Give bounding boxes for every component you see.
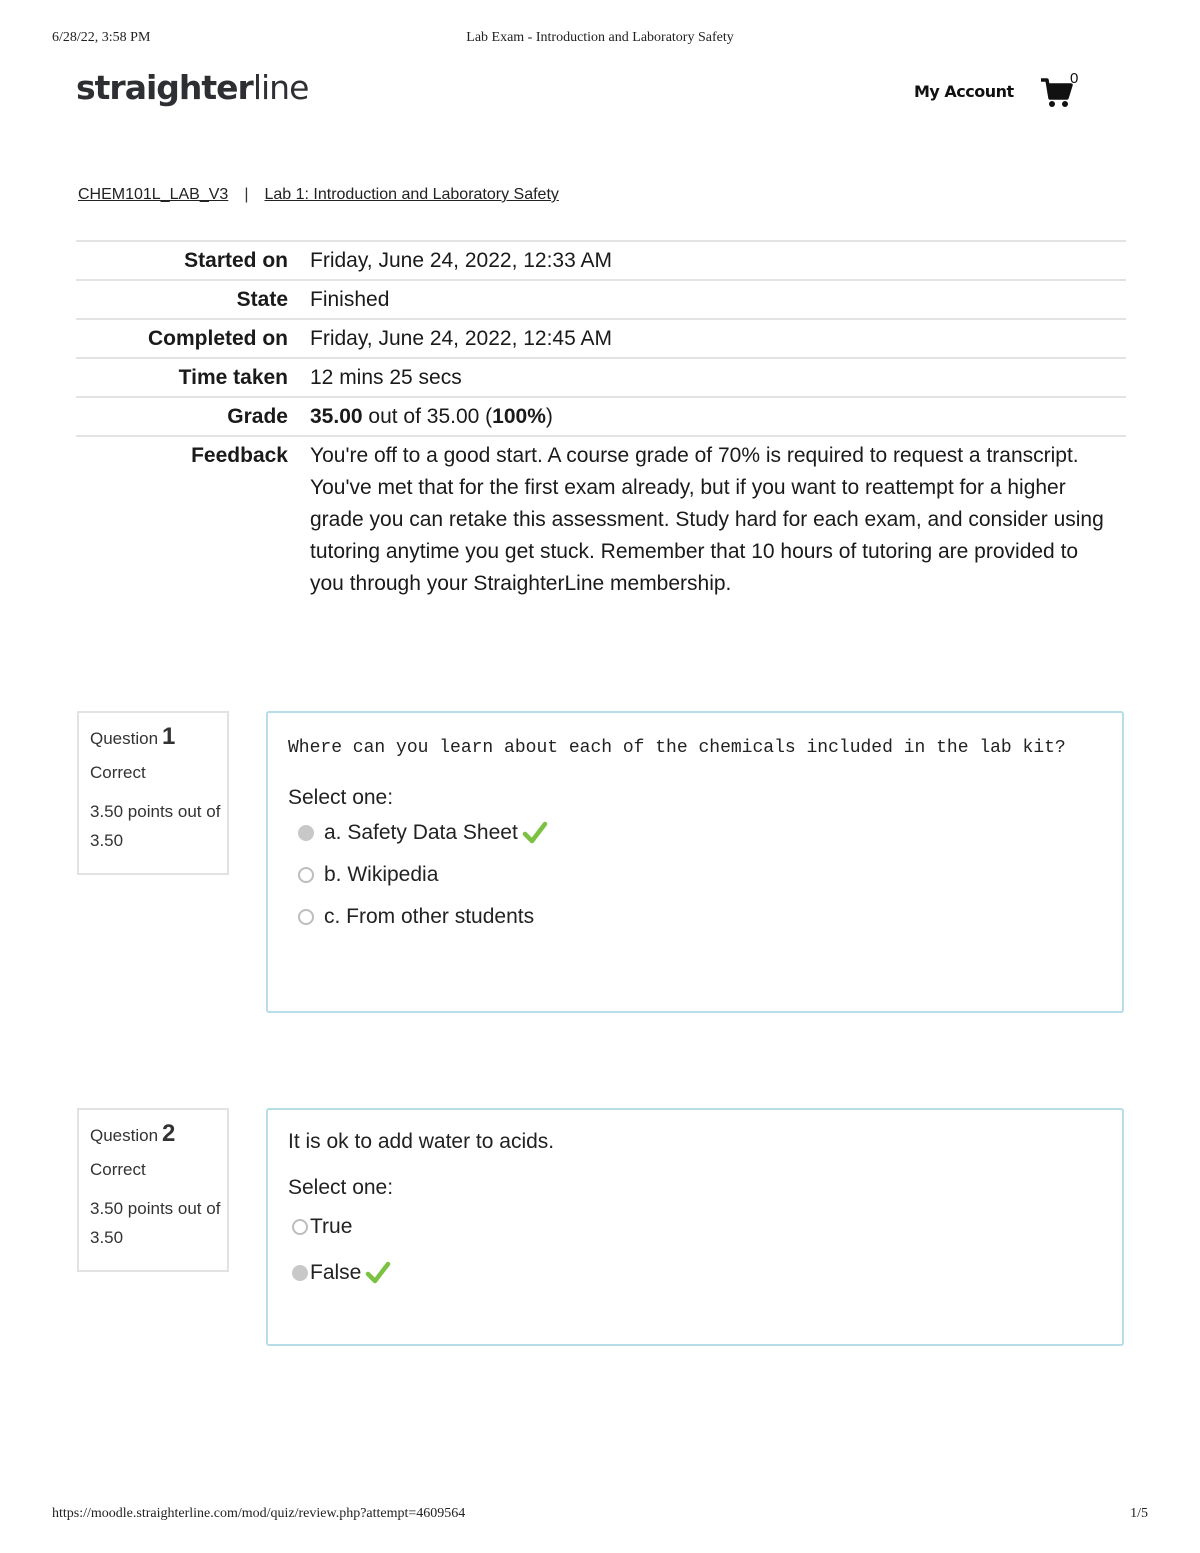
option-label: False <box>310 1261 362 1284</box>
question-2-info <box>77 1108 229 1272</box>
question-2-select-label: Select one: <box>288 1176 394 1199</box>
option-a[interactable] <box>298 812 1102 854</box>
radio-icon[interactable] <box>298 909 314 925</box>
feedback-text: You're off to a good start. A course grade of 70% is required to request a transcript. You've met that for the first exam already, but if you want to reattempt for a higher grade you can retake this assessment. Study hard for each exam, and consider using tutoring anytime you get stuck. Remember that 10 hours of tutoring are provided to you through your StraighterLine membership. <box>310 436 1126 603</box>
question-2-number <box>90 1120 227 1148</box>
breadcrumb-lab-link[interactable]: Lab 1: Introduction and Laboratory Safety <box>264 186 559 203</box>
cart-icon[interactable] <box>1040 76 1074 110</box>
grade-rest: out of 35.00 ( <box>362 405 493 428</box>
question-label: Question <box>90 1126 159 1145</box>
option-label: c. From other students <box>324 905 535 928</box>
summary-label: Started on <box>76 241 310 280</box>
grade-score: 35.00 <box>310 405 363 428</box>
checkmark-icon <box>522 820 548 846</box>
question-1-points: 3.50 points out of 3.50 <box>90 802 221 850</box>
grade-percent: 100% <box>492 405 546 428</box>
summary-value: Friday, June 24, 2022, 12:33 AM <box>310 241 1126 280</box>
summary-label: Completed on <box>76 319 310 358</box>
question-2-text: It is ok to add water to acids. <box>288 1130 555 1153</box>
option-label: True <box>310 1215 353 1238</box>
radio-icon[interactable] <box>292 1219 308 1235</box>
my-account-link[interactable]: My Account <box>914 82 1014 101</box>
summary-value: Friday, June 24, 2022, 12:45 AM <box>310 319 1126 358</box>
breadcrumb-separator: | <box>244 186 249 203</box>
option-true[interactable] <box>292 1204 1102 1250</box>
summary-label: Time taken <box>76 358 310 397</box>
question-number: 1 <box>162 723 176 750</box>
print-title: Lab Exam - Introduction and Laboratory Safety <box>466 30 734 45</box>
attempt-summary-table <box>76 240 1126 603</box>
option-false[interactable] <box>292 1250 1102 1296</box>
checkmark-icon <box>365 1260 391 1286</box>
question-1-options <box>298 812 1102 938</box>
logo-light-text: line <box>252 68 309 107</box>
summary-row <box>76 358 1126 397</box>
question-1-status: Correct <box>90 763 146 782</box>
question-2-options <box>292 1204 1102 1296</box>
radio-selected-icon[interactable] <box>298 825 314 841</box>
breadcrumb-course-link[interactable]: CHEM101L_LAB_V3 <box>78 186 229 203</box>
print-date: 6/28/22, 3:58 PM <box>52 30 151 45</box>
question-2-points: 3.50 points out of 3.50 <box>90 1199 221 1247</box>
logo-bold-text: straighter <box>76 68 253 107</box>
question-1-number <box>90 723 227 751</box>
grade-close: ) <box>545 405 553 428</box>
radio-icon[interactable] <box>298 867 314 883</box>
summary-row <box>76 319 1126 358</box>
question-1-text: Where can you learn about each of the chemicals included in the lab kit? <box>288 738 1066 758</box>
summary-row <box>76 241 1126 280</box>
straighterline-logo[interactable] <box>76 68 308 107</box>
summary-label: State <box>76 280 310 319</box>
option-b[interactable] <box>298 854 1102 896</box>
option-label: a. Safety Data Sheet <box>324 821 518 844</box>
breadcrumb <box>78 186 559 204</box>
question-number: 2 <box>162 1120 176 1147</box>
print-header <box>52 30 1148 50</box>
summary-row <box>76 280 1126 319</box>
question-1-info <box>77 711 229 875</box>
print-footer <box>52 1506 1148 1526</box>
summary-value: 12 mins 25 secs <box>310 358 1126 397</box>
option-label: b. Wikipedia <box>324 863 439 886</box>
grade-label: Grade <box>76 397 310 436</box>
feedback-row <box>76 436 1126 603</box>
question-1-content <box>266 711 1124 1013</box>
cart-count: 0 <box>1070 70 1079 87</box>
print-page-number: 1/5 <box>1130 1506 1148 1521</box>
question-2-content <box>266 1108 1124 1346</box>
question-2-status: Correct <box>90 1160 146 1179</box>
radio-selected-icon[interactable] <box>292 1265 308 1281</box>
option-c[interactable] <box>298 896 1102 938</box>
grade-value <box>310 397 1126 436</box>
grade-row <box>76 397 1126 436</box>
print-url: https://moodle.straighterline.com/mod/quiz/review.php?attempt=4609564 <box>52 1506 466 1521</box>
feedback-label: Feedback <box>76 436 310 603</box>
summary-value: Finished <box>310 280 1126 319</box>
question-1-select-label: Select one: <box>288 786 394 809</box>
question-label: Question <box>90 729 159 748</box>
